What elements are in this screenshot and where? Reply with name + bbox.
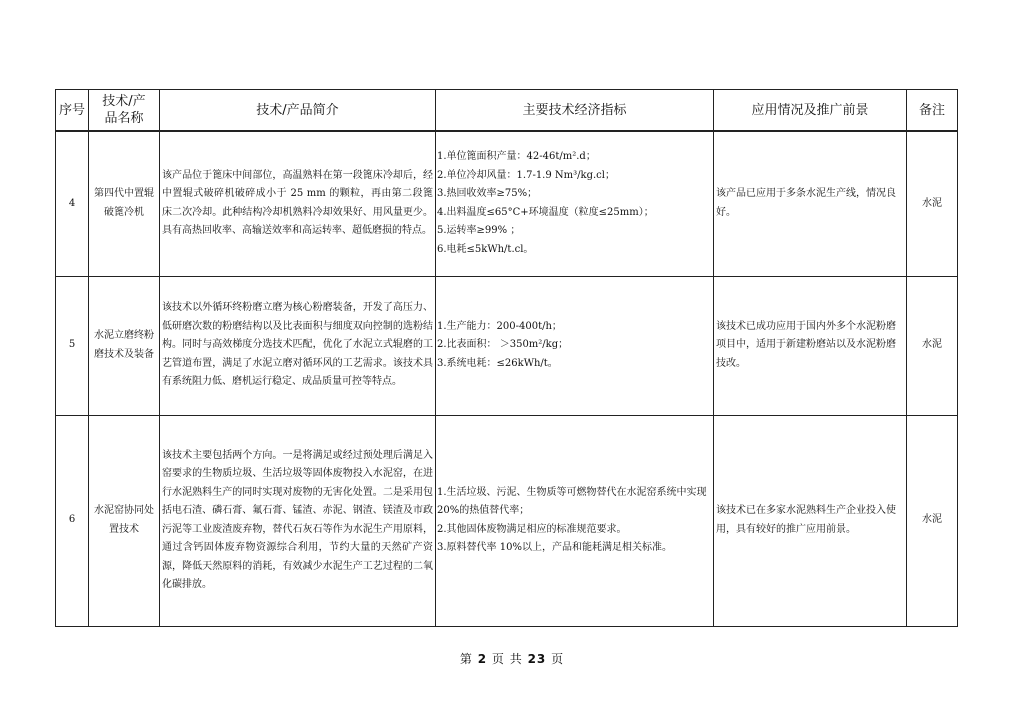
table-row (56, 131, 958, 276)
row-note: 水泥 (907, 415, 958, 626)
header-application: 应用情况及推广前景 (714, 90, 907, 132)
metric-line: 3.系统电耗：≤26kWh/t。 (437, 357, 558, 369)
metric-line: 3.原料替代率 10%以上，产品和能耗满足相关标准。 (437, 542, 672, 553)
row-name: 第四代中置辊破篦冷机 (89, 131, 160, 276)
row-metrics (436, 131, 714, 276)
table-row (56, 276, 958, 415)
row-intro: 该产品位于篦床中间部位，高温熟料在第一段篦床冷却后，经中置辊式破碎机破碎成小于 25 mm 的颗粒，再由第二段篦床二次冷却。此种结构冷却机熟料冷却效果好、用风量更少。具有高热回收率、高输送效率和高运转率、超低磨损的特点。 (160, 131, 436, 276)
row-application: 该技术已在多家水泥熟料生产企业投入使用，具有较好的推广应用前景。 (714, 415, 907, 626)
header-note: 备注 (907, 90, 958, 132)
row-number: 6 (56, 415, 89, 626)
table-header-row (56, 90, 958, 132)
metric-line: 2.其他固体废物满足相应的标准规范要求。 (437, 523, 627, 535)
row-number: 4 (56, 131, 89, 276)
row-application: 该技术已成功应用于国内外多个水泥粉磨项目中，适用于新建粉磨站以及水泥粉磨技改。 (714, 276, 907, 415)
row-intro: 该技术以外循环终粉磨立磨为核心粉磨装备，开发了高压力、低研磨次数的粉磨结构以及比表面积与细度双向控制的选粉结构。同时与高效梯度分选技术匹配，优化了水泥立式辊磨的工艺管道布置，满足了水泥立磨对循环风的工艺需求。该技术具有系统阻力低、磨机运行稳定、成品质量可控等特点。 (160, 276, 436, 415)
header-name: 技术/产品名称 (89, 90, 160, 132)
header-no: 序号 (56, 90, 89, 132)
footer-current-page: 2 (477, 652, 488, 666)
footer-suffix: 页 (551, 652, 565, 666)
metric-line: 1.单位篦面积产量：42-46t/m².d； (437, 151, 596, 163)
metric-line: 1.生活垃圾、污泥、生物质等可燃物替代在水泥窑系统中实现 20%的热值替代率； (437, 486, 707, 516)
metric-line: 5.运转率≥99% ； (437, 225, 521, 237)
row-metrics (436, 276, 714, 415)
footer-prefix: 第 (459, 652, 473, 666)
row-metrics (436, 415, 714, 626)
metric-line: 1.生产能力：200-400t/h； (437, 320, 562, 332)
technology-table (55, 89, 958, 627)
row-name: 水泥立磨终粉磨技术及装备 (89, 276, 160, 415)
metric-line: 2.单位冷却风量：1.7-1.9 Nm³/kg.cl； (437, 169, 615, 181)
footer-middle: 页 共 (491, 652, 523, 666)
row-name: 水泥窑协同处置技术 (89, 415, 160, 626)
metric-line: 4.出料温度≤65°C+环境温度（粒度≤25mm）； (437, 206, 654, 218)
metric-line: 2.比表面积： ＞350m²/kg； (437, 339, 569, 351)
metric-line: 3.热回收效率≥75%； (437, 188, 538, 200)
row-note: 水泥 (907, 276, 958, 415)
row-application: 该产品已应用于多条水泥生产线，情况良好。 (714, 131, 907, 276)
row-note: 水泥 (907, 131, 958, 276)
footer-total-pages: 23 (527, 652, 547, 666)
page-footer (0, 650, 1024, 667)
table-row (56, 415, 958, 626)
header-intro: 技术/产品简介 (160, 90, 436, 132)
header-metrics: 主要技术经济指标 (436, 90, 714, 132)
row-intro: 该技术主要包括两个方向。一是将满足或经过预处理后满足入窑要求的生物质垃圾、生活垃圾等固体废物投入水泥窑，在进行水泥熟料生产的同时实现对废物的无害化处置。二是采用包括电石渣、磷石膏、氟石膏、锰渣、赤泥、钢渣、镁渣及市政污泥等工业废渣废弃物，替代石灰石等作为水泥生产用原料，通过含钙固体废弃物资源综合利用，节约大量的天然矿产资源，降低天然原料的消耗，有效减少水泥生产工艺过程的二氧化碳排放。 (160, 415, 436, 626)
metric-line: 6.电耗≤5kWh/t.cl。 (437, 243, 534, 255)
row-number: 5 (56, 276, 89, 415)
